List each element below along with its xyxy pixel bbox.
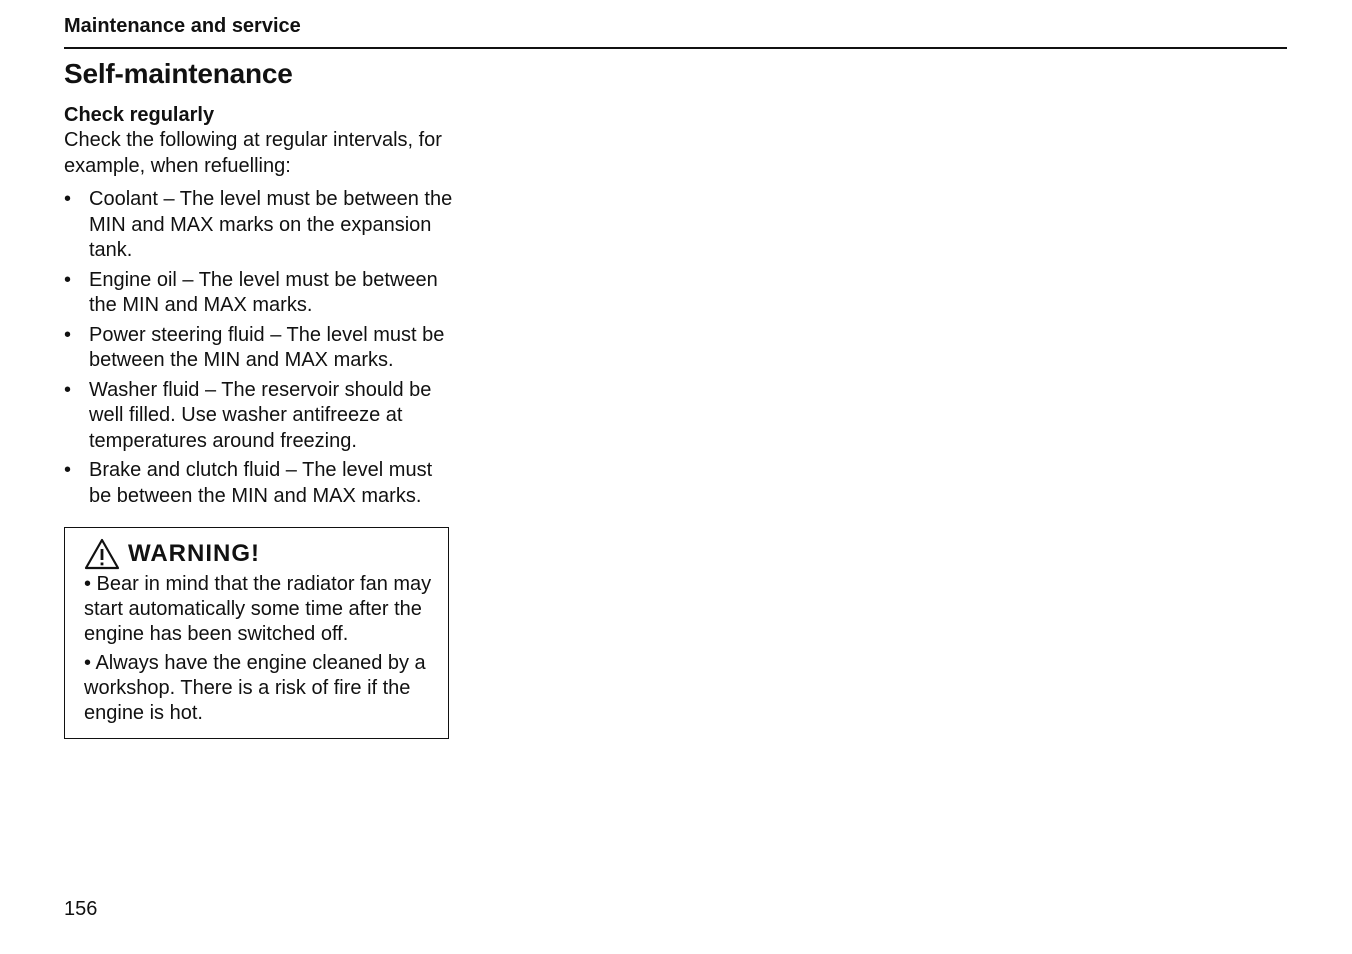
check-list-item-text: Power steering fluid – The level must be between the MIN and MAX marks. <box>89 323 445 371</box>
check-list-item-text: Brake and clutch fluid – The level must be between the MIN and MAX marks. <box>89 459 433 507</box>
page-number: 156 <box>64 898 98 920</box>
bullet-icon: • <box>64 188 72 210</box>
warning-item: • Always have the engine cleaned by a workshop. There is a risk of fire if the engine is hot. <box>84 652 426 724</box>
check-list-item-text: Engine oil – The level must be between the MIN and MAX marks. <box>89 268 438 316</box>
check-list-item <box>64 458 454 509</box>
check-regularly-heading: Check regularly <box>64 104 215 126</box>
bullet-icon: • <box>64 323 72 346</box>
check-regularly-intro: Check the following at regular intervals, for example, when refuelling: <box>64 129 442 177</box>
warning-title: WARNING! <box>128 540 260 567</box>
check-list-item <box>64 378 454 455</box>
check-list-item <box>64 187 454 264</box>
warning-item: • Bear in mind that the radiator fan may start automatically some time after the engine has been switched off. <box>84 573 432 645</box>
running-header: Maintenance and service <box>64 15 301 37</box>
check-list-item-text: Washer fluid – The reservoir should be well filled. Use washer antifreeze at temperatures around freezing. <box>89 378 432 452</box>
main-column <box>64 103 454 513</box>
bullet-icon: • <box>64 459 72 481</box>
check-list-item-text: Coolant – The level must be between the MIN and MAX marks on the expansion tank. <box>89 188 453 261</box>
warning-header <box>84 538 432 570</box>
check-list-item <box>64 268 454 319</box>
check-list <box>64 187 454 509</box>
check-list-item <box>64 323 454 374</box>
page-title: Self-maintenance <box>64 58 293 89</box>
bullet-icon: • <box>64 268 72 291</box>
bullet-icon: • <box>64 378 72 401</box>
warning-box <box>64 527 449 739</box>
header-rule <box>64 47 1287 49</box>
warning-triangle-icon <box>84 538 120 570</box>
